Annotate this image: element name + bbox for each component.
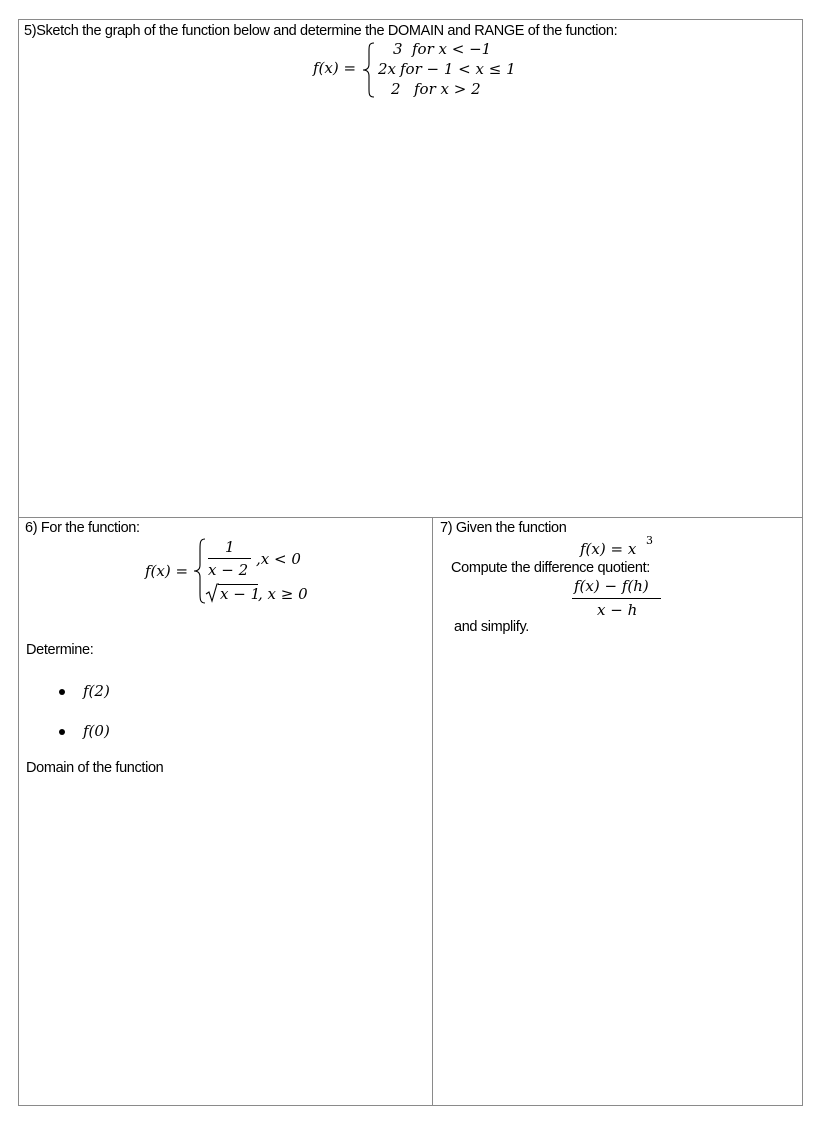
q6-prompt: 6) For the function: [25, 520, 140, 536]
q6-determine-label: Determine: [26, 642, 94, 658]
q6-case1-condition: ,x < 0 [256, 550, 301, 568]
q6-sqrt-sign [205, 583, 219, 603]
q7-compute-label: Compute the difference quotient: [451, 560, 650, 576]
q7-fraction-bar [572, 598, 661, 599]
q5-lhs: f(x) = [313, 59, 357, 77]
q6-bullet-f2: f(2) [83, 682, 110, 700]
q5-case2-condition: for − 1 < x ≤ 1 [400, 60, 516, 78]
q7-function: f(x) = x [580, 540, 637, 558]
q5-case3-condition: for x > 2 [414, 80, 481, 98]
q6-case2-radicand: x − 1 [220, 585, 261, 603]
section-divider-vertical [432, 517, 433, 1106]
bullet-icon [59, 689, 65, 695]
q6-bullet-f0: f(0) [83, 722, 110, 740]
q7-simplify-label: and simplify. [454, 619, 529, 635]
q5-prompt: 5)Sketch the graph of the function below and determine the DOMAIN and RANGE of the function: [24, 23, 618, 39]
q7-exponent: 3 [646, 534, 653, 547]
section-divider-horizontal [18, 517, 803, 518]
q6-case1-denominator: x − 2 [208, 561, 249, 579]
q5-case3-value: 2 [391, 80, 401, 98]
q5-case2-value: 2x [378, 60, 397, 78]
q6-case1-fraction-bar [208, 558, 251, 559]
q5-case1-value: 3 [393, 40, 403, 58]
q7-numerator: f(x) − f(h) [574, 577, 649, 595]
bullet-icon [59, 729, 65, 735]
q6-case1-numerator: 1 [225, 538, 235, 556]
q5-brace [362, 42, 376, 98]
q6-case2-condition: , x ≥ 0 [258, 585, 308, 603]
q5-case1-condition: for x < −1 [412, 40, 492, 58]
q7-denominator: x − h [597, 601, 638, 619]
q6-lhs: f(x) = [145, 562, 189, 580]
q6-domain-label: Domain of the function [26, 760, 164, 776]
q7-prompt: 7) Given the function [440, 520, 567, 536]
worksheet-border [18, 19, 803, 1106]
